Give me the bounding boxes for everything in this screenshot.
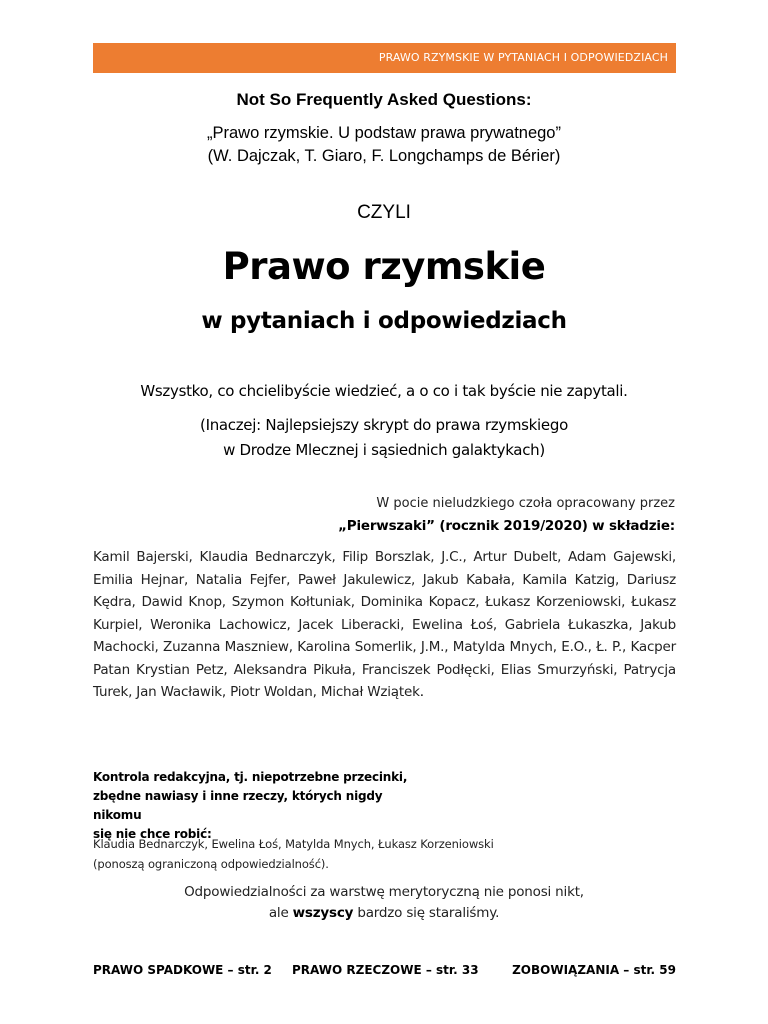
header-banner [93,43,676,73]
toc-prawo-spadkowe: PRAWO SPADKOWE – str. 2 [93,963,272,977]
faq-title: Not So Frequently Asked Questions: [236,90,532,109]
editorial-line-3: się nie chce robić: [93,827,212,841]
authors-group: „Pierwszaki” (rocznik 2019/2020) w składzie: [338,518,675,534]
main-title: Prawo rzymskie [222,245,546,288]
editorial-line-1: Kontrola redakcyjna, tj. niepotrzebne przecinki, [93,770,408,784]
tagline: Wszystko, co chcielibyście wiedzieć, a o co i tak byście nie zapytali. [140,382,628,400]
disclaimer-line-2 [0,905,768,921]
prepared-by: W pocie nieludzkiego czoła opracowany przez [376,496,675,511]
editorial-line-2: zbędne nawiasy i inne rzeczy, których nigdy nikomu [93,789,383,822]
subtitle: w pytaniach i odpowiedziach [201,308,567,334]
editorial-note: (ponoszą ograniczoną odpowiedzialność). [93,857,329,871]
disclaimer-post: bardzo się staraliśmy. [353,905,500,921]
disclaimer-bold: wszyscy [292,905,354,921]
alt-title-line-2: w Drodze Mlecznej i sąsiednich galaktykach) [223,441,545,459]
alt-title-line-1: (Inaczej: Najlepsiejszy skrypt do prawa rzymskiego [200,416,568,434]
book-authors: (W. Dajczak, T. Giaro, F. Longchamps de Bérier) [207,147,561,165]
contributors-end: . [419,684,424,700]
disclaimer-pre: ale [268,905,293,921]
czyli-label: CZYLI [357,202,411,223]
header-banner-text: PRAWO RZYMSKIE W PYTANIACH I ODPOWIEDZIACH [378,51,668,64]
toc-zobowiazania: ZOBOWIĄZANIA – str. 59 [512,963,676,977]
toc-prawo-rzeczowe: PRAWO RZECZOWE – str. 33 [292,963,479,977]
disclaimer-line-1: Odpowiedzialności za warstwę merytoryczną nie ponosi nikt, [184,884,584,900]
contributors-names: Kamil Bajerski, Klaudia Bednarczyk, Filip Borszlak, J.C., Artur Dubelt, Adam Gajewski, Emilia Hejnar, Natalia Fejfer, Paweł Jakulewicz, Jakub Kabała, Kamila Katzig, Dariusz Kędra, Dawid Knop, Szymon Kołtuniak, Dominika Kopacz, Łukasz Korzeniowski, Łukasz Kurpiel, Weronika Lachowicz, Jacek Liberacki, Ewelina Łoś, Gabriela Łukaszka, Jakub Machocki, Zuzanna Maszniew, Karolina Somerlik, J.M., Matylda Mnych, E.O., Ł. P., Kacper Patan Krystian Petz, Aleksandra Pikuła, Franciszek Podłęcki, Elias Smurzyński, Patrycja Turek, Jan Wacławik, Piotr Woldan, Michał Wziątek [93,549,676,700]
editorial-names [93,834,593,874]
contributors-list [93,546,676,704]
book-title: „Prawo rzymskie. U podstaw prawa prywatnego” [207,124,561,142]
editorial-names-list: Klaudia Bednarczyk, Ewelina Łoś, Matylda Mnych, Łukasz Korzeniowski [93,837,494,851]
editorial-heading [93,768,423,844]
